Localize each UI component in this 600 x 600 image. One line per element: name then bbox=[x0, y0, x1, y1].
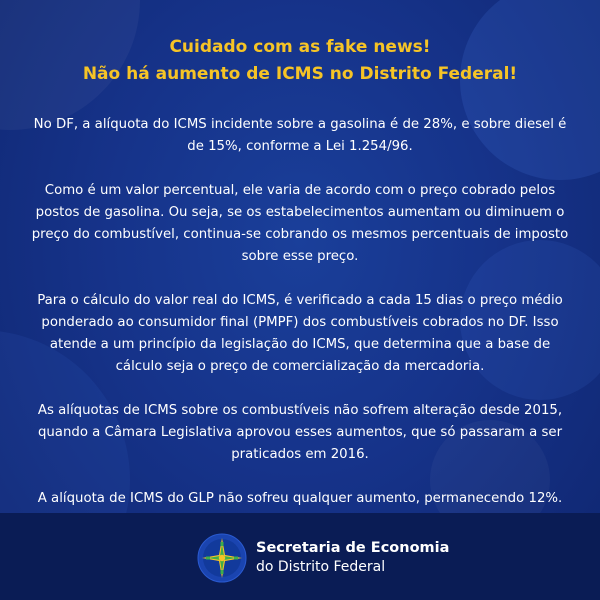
df-brasao-icon bbox=[196, 532, 248, 584]
body-text bbox=[28, 114, 572, 532]
headline-line-1: Cuidado com as fake news! bbox=[169, 37, 431, 57]
paragraph-aliquotas: No DF, a alíquota do ICMS incidente sobre a gasolina é de 28%, e sobre diesel é de 15%, conforme a Lei 1.254/96. bbox=[33, 117, 567, 154]
paragraph-historico: As alíquotas de ICMS sobre os combustíveis não sofrem alteração desde 2015, quando a Câmara Legislativa aprovou esses aumentos, que só passaram a ser praticados em 2016. bbox=[37, 403, 563, 462]
brand-name: Secretaria de Economia bbox=[256, 540, 450, 556]
brand-text bbox=[256, 539, 449, 577]
headline bbox=[20, 34, 580, 88]
brand-subtitle: do Distrito Federal bbox=[256, 559, 386, 575]
paragraph-pmpf: Para o cálculo do valor real do ICMS, é verificado a cada 15 dias o preço médio ponderado ao consumidor final (PMPF) dos combustíveis cobrados no DF. Isso atende a um princípio da legislação do ICMS, que determina que a base de cálculo seja o preço de comercialização da mercadoria. bbox=[37, 293, 563, 374]
secretaria-brand bbox=[196, 532, 456, 584]
paragraph-percentual: Como é um valor percentual, ele varia de acordo com o preço cobrado pelos postos de gasolina. Ou seja, se os estabelecimentos aumentam ou diminuem o preço do combustível, continua-se cobrando os mesmos percentuais de imposto sobre esse preço. bbox=[31, 183, 569, 264]
paragraph-glp: A alíquota de ICMS do GLP não sofreu qualquer aumento, permanecendo 12%. bbox=[37, 491, 563, 506]
headline-line-2: Não há aumento de ICMS no Distrito Federal! bbox=[82, 64, 518, 84]
footer-bar bbox=[0, 513, 600, 600]
